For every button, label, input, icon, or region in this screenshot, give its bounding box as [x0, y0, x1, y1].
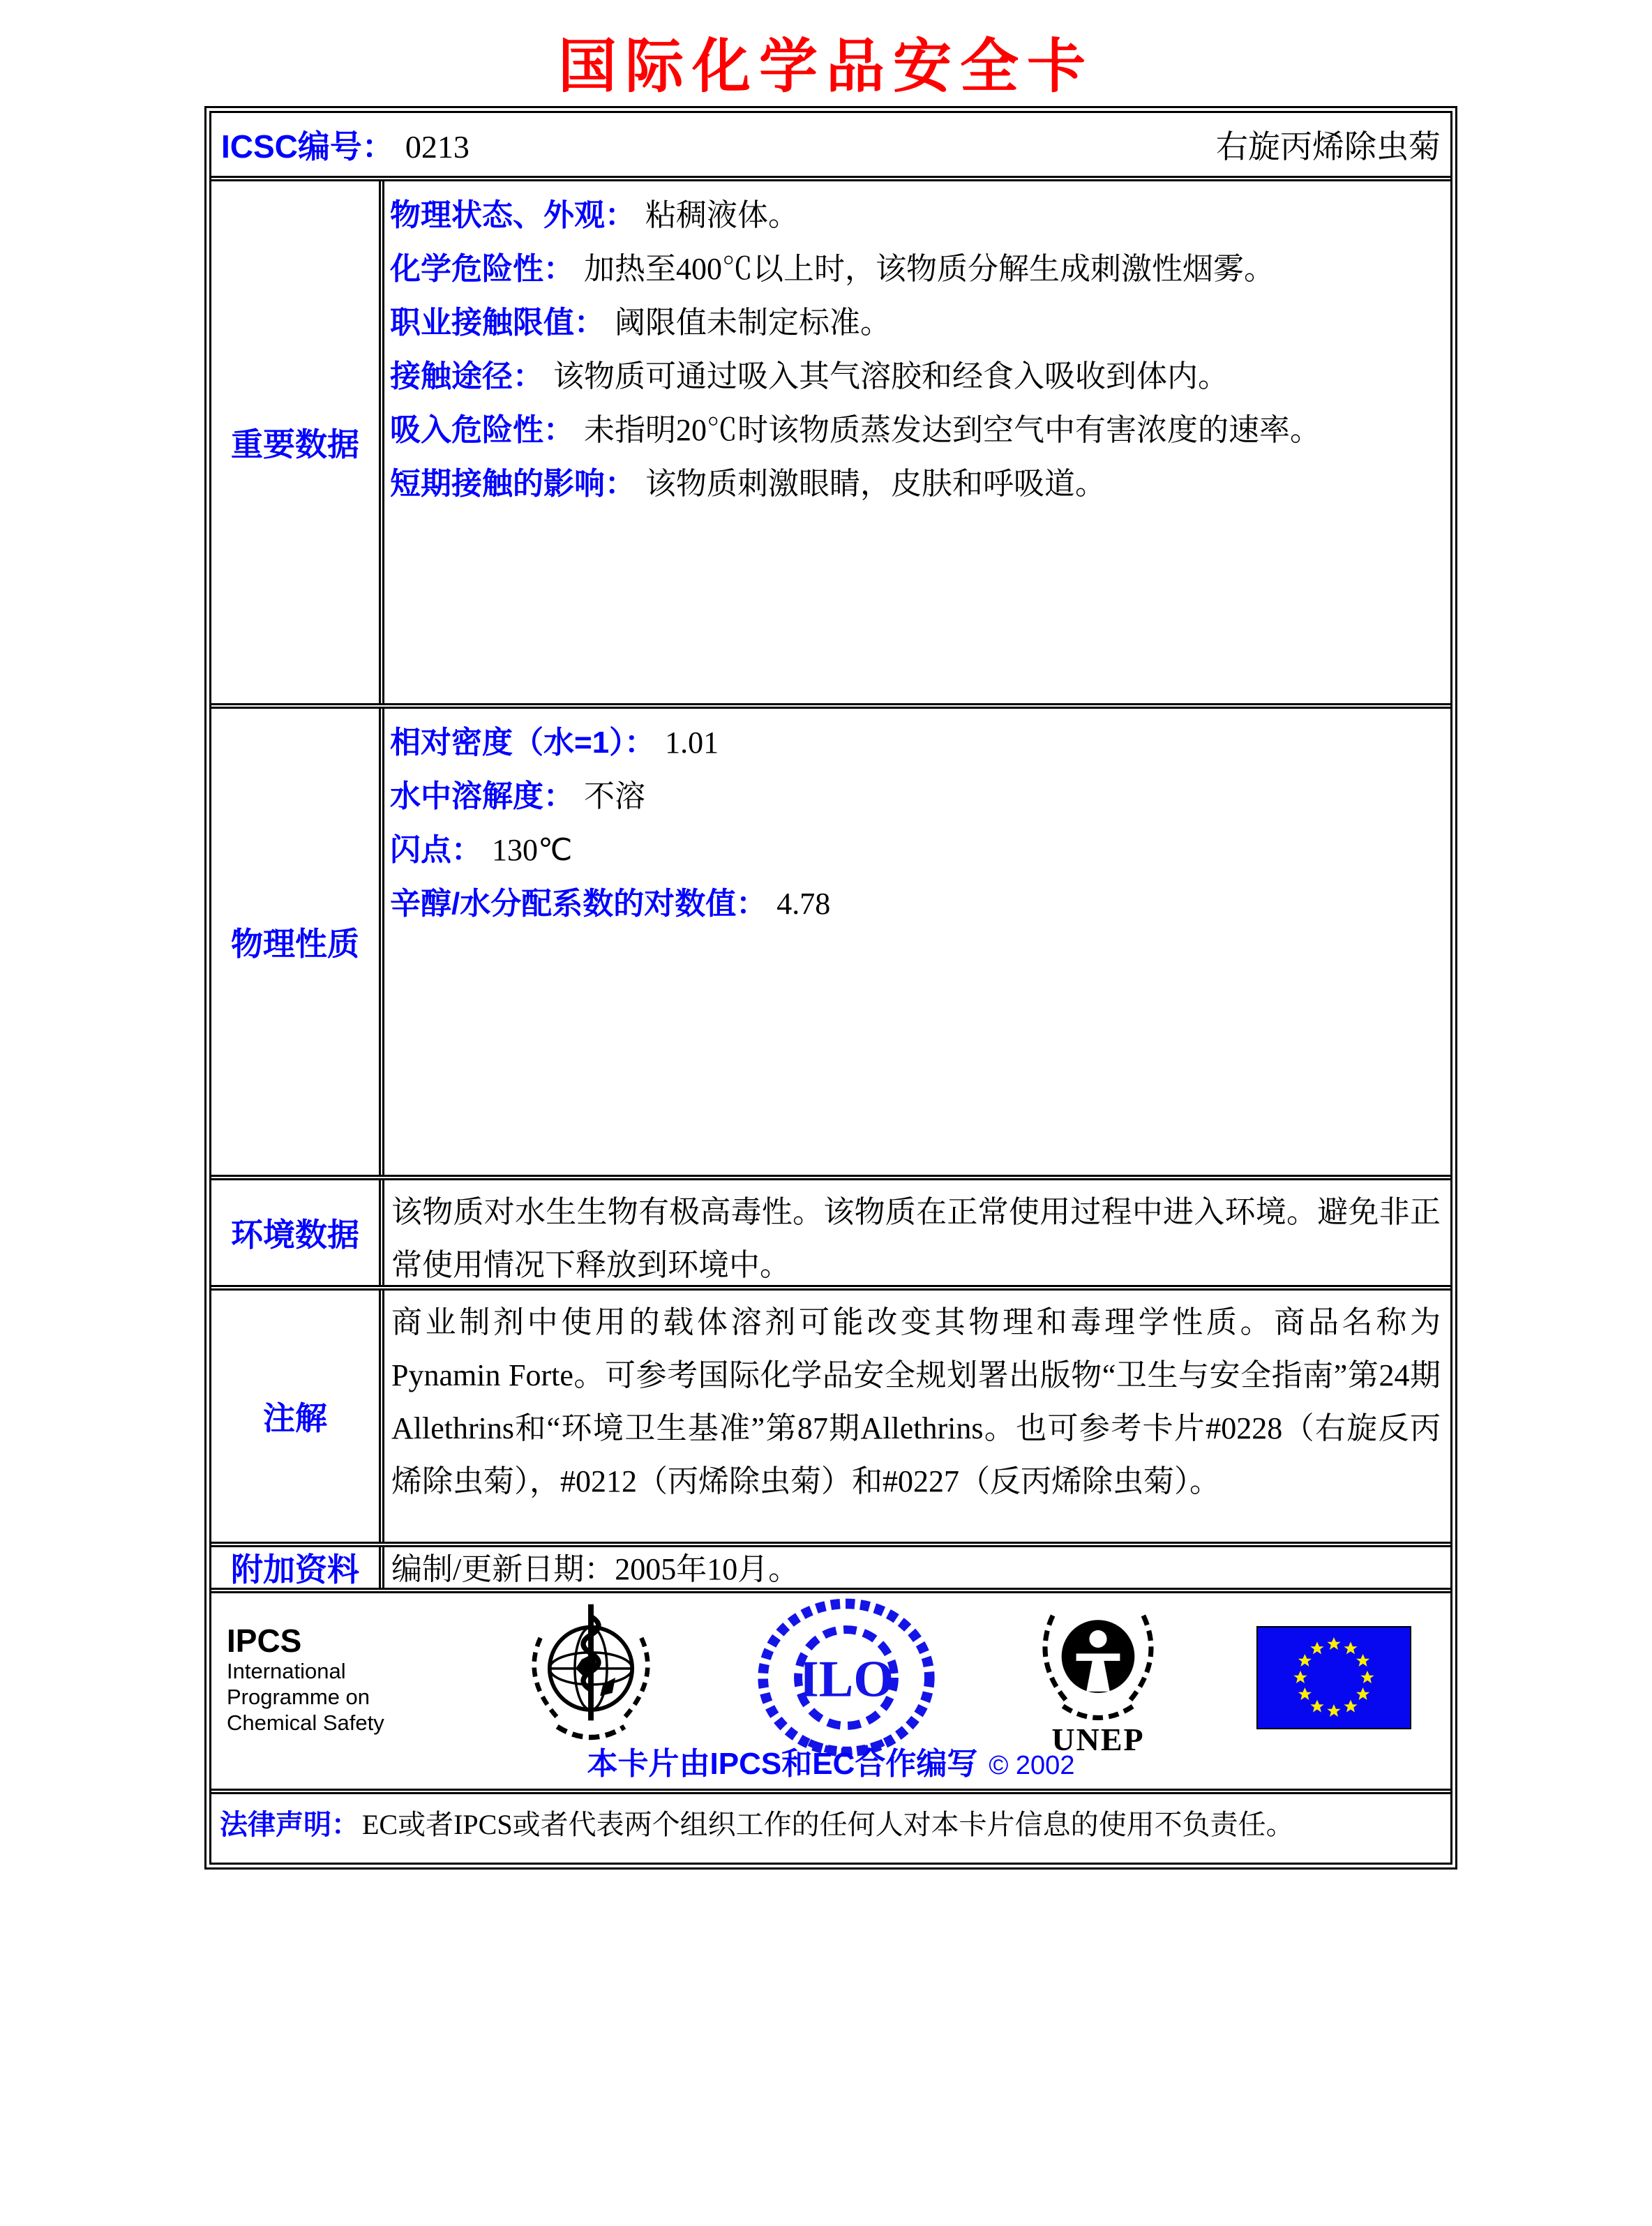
section-important-data	[211, 181, 1450, 709]
physical-properties-content	[384, 709, 1450, 1175]
field-exposure-route: 接触途径： 该物质可通过吸入其气溶胶和经食入吸收到体内。	[390, 359, 1229, 393]
ilo-logo-icon	[753, 1598, 940, 1761]
field-water-solubility: 水中溶解度： 不溶	[390, 779, 645, 813]
copyright-text: © 2002	[989, 1751, 1075, 1780]
who-logo-icon	[514, 1598, 668, 1761]
field-octanol-water-partition: 辛醇/水分配系数的对数值： 4.78	[390, 887, 831, 921]
ipcs-text-block: IPCS International Programme on Chemical Safety	[227, 1623, 429, 1736]
notes-content	[384, 1291, 1450, 1542]
field-exposure-limit: 职业接触限值： 阈限值未制定标准。	[390, 306, 891, 340]
icsc-number-group	[221, 121, 470, 167]
legal-notice-text: EC或者IPCS或者代表两个组织工作的任何人对本卡片信息的使用不负责任。	[362, 1809, 1294, 1840]
icsc-number-value: 0213	[405, 129, 470, 165]
environmental-data-text: 该物质对水生生物有极高毒性。该物质在正常使用过程中进入环境。避免非正常使用情况下释放到环境中。	[391, 1195, 1441, 1282]
field-physical-state: 物理状态、外观： 粘稠液体。	[390, 198, 799, 232]
environmental-data-content	[384, 1180, 1450, 1285]
page-title: 国际化学品安全卡	[557, 31, 1094, 100]
legal-notice-label: 法律声明：	[220, 1810, 359, 1840]
section-label-important-data: 重要数据	[211, 181, 384, 703]
section-physical-properties	[211, 709, 1450, 1180]
section-label-notes: 注解	[211, 1291, 384, 1542]
ilo-letters: ILO	[798, 1650, 894, 1708]
logos-row	[211, 1593, 1450, 1794]
field-inhalation-risk: 吸入危险性： 未指明20℃时该物质蒸发达到空气中有害浓度的速率。	[390, 413, 1321, 447]
revision-date-text: 编制/更新日期：2005年10月。	[391, 1552, 799, 1586]
chemical-name: 右旋丙烯除虫菊	[1216, 129, 1441, 165]
important-data-content	[384, 181, 1450, 703]
cooperation-caption: 本卡片由IPCS和EC合作编写 © 2002	[587, 1747, 1075, 1781]
field-chemical-danger: 化学危险性： 加热至400℃以上时，该物质分解生成刺激性烟雾。	[390, 252, 1275, 286]
eu-flag-icon	[1256, 1626, 1411, 1733]
unep-label: UNEP	[1051, 1721, 1145, 1757]
header-row	[211, 113, 1450, 181]
section-environmental-data	[211, 1180, 1450, 1291]
icsc-number-label: ICSC编号：	[221, 128, 394, 165]
field-short-term-effects: 短期接触的影响： 该物质刺激眼睛，皮肤和呼吸道。	[390, 467, 1106, 501]
field-relative-density: 相对密度（水=1）： 1.01	[390, 725, 719, 760]
section-label-physical-properties: 物理性质	[211, 709, 384, 1175]
logos-strip	[211, 1593, 1450, 1755]
icsc-card-table	[204, 106, 1457, 1870]
field-flash-point: 闪点： 130℃	[390, 833, 573, 867]
section-label-environmental-data: 环境数据	[211, 1180, 384, 1285]
section-label-additional-info: 附加资料	[211, 1547, 384, 1588]
unep-logo-icon	[1025, 1601, 1171, 1758]
legal-notice-row	[211, 1794, 1450, 1863]
additional-info-content	[384, 1547, 1450, 1588]
ipcs-title: IPCS	[227, 1622, 302, 1659]
notes-text: 商业制剂中使用的载体溶剂可能改变其物理和毒理学性质。商品名称为Pynamin Forte。可参考国际化学品安全规划署出版物“卫生与安全指南”第24期Allethrins和“环境卫生基准”第87期Allethrins。也可参考卡片#0228（右旋反丙烯除虫菊），#0212（丙烯除虫菊）和#0227（反丙烯除虫菊）。	[391, 1305, 1441, 1498]
section-notes	[211, 1291, 1450, 1547]
section-additional-info	[211, 1547, 1450, 1593]
